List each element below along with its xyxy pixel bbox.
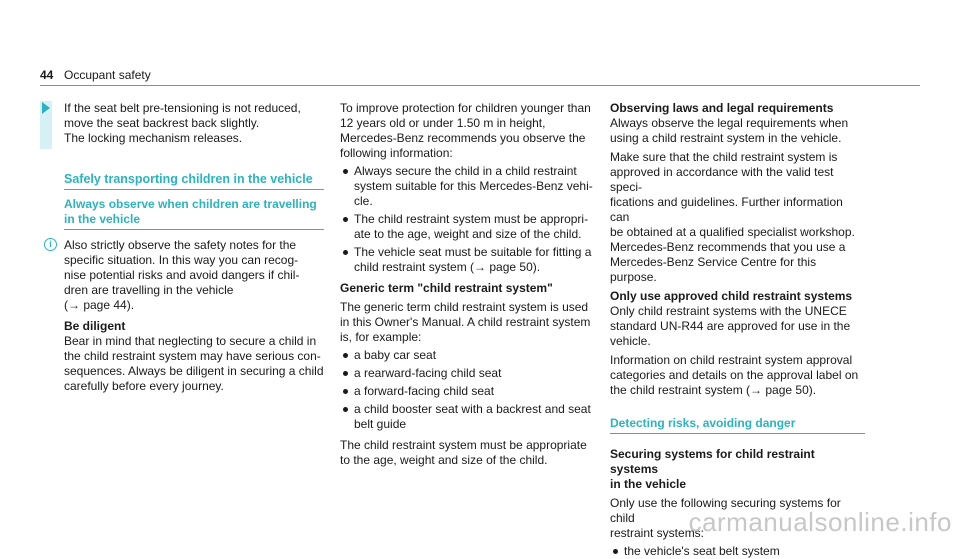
body-line: Only child restraint systems with the UNECE (610, 304, 847, 318)
info-line: specific situation. In this way you can recog- (64, 253, 299, 267)
column-3 (610, 101, 865, 559)
subsection-rule (610, 433, 865, 434)
list-line: a forward-facing child seat (354, 384, 495, 398)
body-line: The child restraint system must be appropriate (340, 438, 587, 452)
list-line: The child restraint system must be appropri- (354, 212, 589, 226)
section-rule (64, 189, 324, 190)
closing-paragraph (340, 438, 595, 468)
column-2 (340, 101, 595, 468)
body-line: using a child restraint system in the vehicle. (610, 131, 842, 145)
be-diligent-block (64, 319, 324, 394)
intro-paragraph (340, 101, 595, 161)
body-line: is, for example: (340, 330, 422, 344)
list-item (340, 366, 595, 381)
info-icon: i (44, 238, 57, 251)
body-line: Bear in mind that neglecting to secure a child in (64, 334, 317, 348)
body-line: Mercedes-Benz recommends that you use a (610, 240, 846, 254)
body-line: categories and details on the approval label on (610, 368, 859, 382)
detecting-risks-title: Detecting risks, avoiding danger (610, 416, 796, 430)
list-item (340, 384, 595, 399)
securing-list (610, 544, 865, 559)
securing-title-line: in the vehicle (610, 477, 687, 491)
list-line: Always secure the child in a child restraint (354, 164, 577, 178)
watermark: carmanualsonline.info (688, 507, 952, 537)
list-item (610, 544, 865, 559)
body-line: following information: (340, 146, 453, 160)
body-line: sequences. Always be diligent in securing a child (64, 364, 324, 378)
body-line[interactable]: the child restraint system (→ page 50). (610, 383, 817, 397)
body-line: standard UN-R44 are approved for use in the (610, 319, 851, 333)
body-line: restraint systems: (610, 526, 705, 540)
step-line: move the seat backrest back slightly. (64, 116, 260, 130)
body-line: To improve protection for children younger than (340, 101, 591, 115)
list-item (340, 164, 595, 209)
list-line: system suitable for this Mercedes-Benz vehi- (354, 179, 593, 193)
make-sure-paragraph (610, 150, 865, 285)
step-line: The locking mechanism releases. (64, 131, 243, 145)
list-line: The vehicle seat must be suitable for fitting a (354, 245, 592, 259)
list-line[interactable]: child restraint system (→ page 50). (354, 260, 541, 274)
header-divider (40, 85, 920, 86)
list-line: a child booster seat with a backrest and seat (354, 402, 591, 416)
column-1 (49, 101, 324, 394)
example-list (340, 348, 595, 432)
step-arrow-icon (42, 102, 50, 114)
recommendation-list (340, 164, 595, 275)
list-item (340, 245, 595, 275)
approval-info-paragraph (610, 353, 865, 398)
page-number: 44 (40, 68, 54, 82)
body-line: be obtained at a qualified specialist workshop. (610, 225, 855, 239)
be-diligent-title: Be diligent (64, 319, 126, 333)
list-line: a rearward-facing child seat (354, 366, 502, 380)
body-line: in this Owner's Manual. A child restraint system (340, 315, 591, 329)
list-line: cle. (354, 194, 373, 208)
body-line: to the age, weight and size of the child. (340, 453, 548, 467)
body-line: Only use the following securing systems for child (610, 496, 841, 525)
subsection-heading (610, 416, 865, 434)
section-heading (64, 172, 324, 190)
list-line: belt guide (354, 417, 407, 431)
subsection-rule (64, 229, 324, 230)
running-header: Occupant safety (64, 68, 151, 82)
list-line: the vehicle's seat belt system (624, 544, 780, 558)
body-line: Make sure that the child restraint system is (610, 150, 838, 164)
body-line: the child restraint system may have serious con- (64, 349, 321, 363)
list-item (340, 402, 595, 432)
body-line: Mercedes-Benz recommends you observe the (340, 131, 586, 145)
body-line: approved in accordance with the valid test speci- (610, 165, 834, 194)
instruction-step (40, 101, 324, 146)
body-line: vehicle. (610, 334, 651, 348)
body-line: Always observe the legal requirements when (610, 116, 849, 130)
body-line: Mercedes-Benz Service Centre for this purpose. (610, 255, 817, 284)
info-line: dren are travelling in the vehicle (64, 283, 234, 297)
generic-term-block (340, 281, 595, 345)
body-line: fications and guidelines. Further information can (610, 195, 843, 224)
approved-systems-title: Only use approved child restraint systems (610, 289, 853, 303)
info-line: nise potential risks and avoid dangers if chil- (64, 268, 300, 282)
info-line: Also strictly observe the safety notes for the (64, 238, 297, 252)
generic-term-title: Generic term "child restraint system" (340, 281, 553, 295)
subsection-title-line: in the vehicle (64, 212, 141, 226)
approved-systems-block (610, 289, 865, 349)
list-item (340, 212, 595, 242)
list-line: ate to the age, weight and size of the child. (354, 227, 582, 241)
info-note (40, 238, 324, 313)
section-title: Safely transporting children in the vehicle (64, 172, 313, 186)
list-item (340, 348, 595, 363)
step-line: If the seat belt pre-tensioning is not reduced, (64, 101, 301, 115)
body-line: The generic term child restraint system is used (340, 300, 589, 314)
body-line: carefully before every journey. (64, 379, 224, 393)
observing-laws-title: Observing laws and legal requirements (610, 101, 834, 115)
subsection-title-line: Always observe when children are travelling (64, 197, 317, 211)
body-line: Information on child restraint system approval (610, 353, 853, 367)
subsection-heading (64, 197, 324, 230)
body-line: 12 years old or under 1.50 m in height, (340, 116, 546, 130)
info-page-ref[interactable]: (→ page 44). (64, 298, 135, 312)
observing-laws-block (610, 101, 865, 146)
list-line: a baby car seat (354, 348, 437, 362)
securing-title-line: Securing systems for child restraint systems (610, 447, 815, 476)
